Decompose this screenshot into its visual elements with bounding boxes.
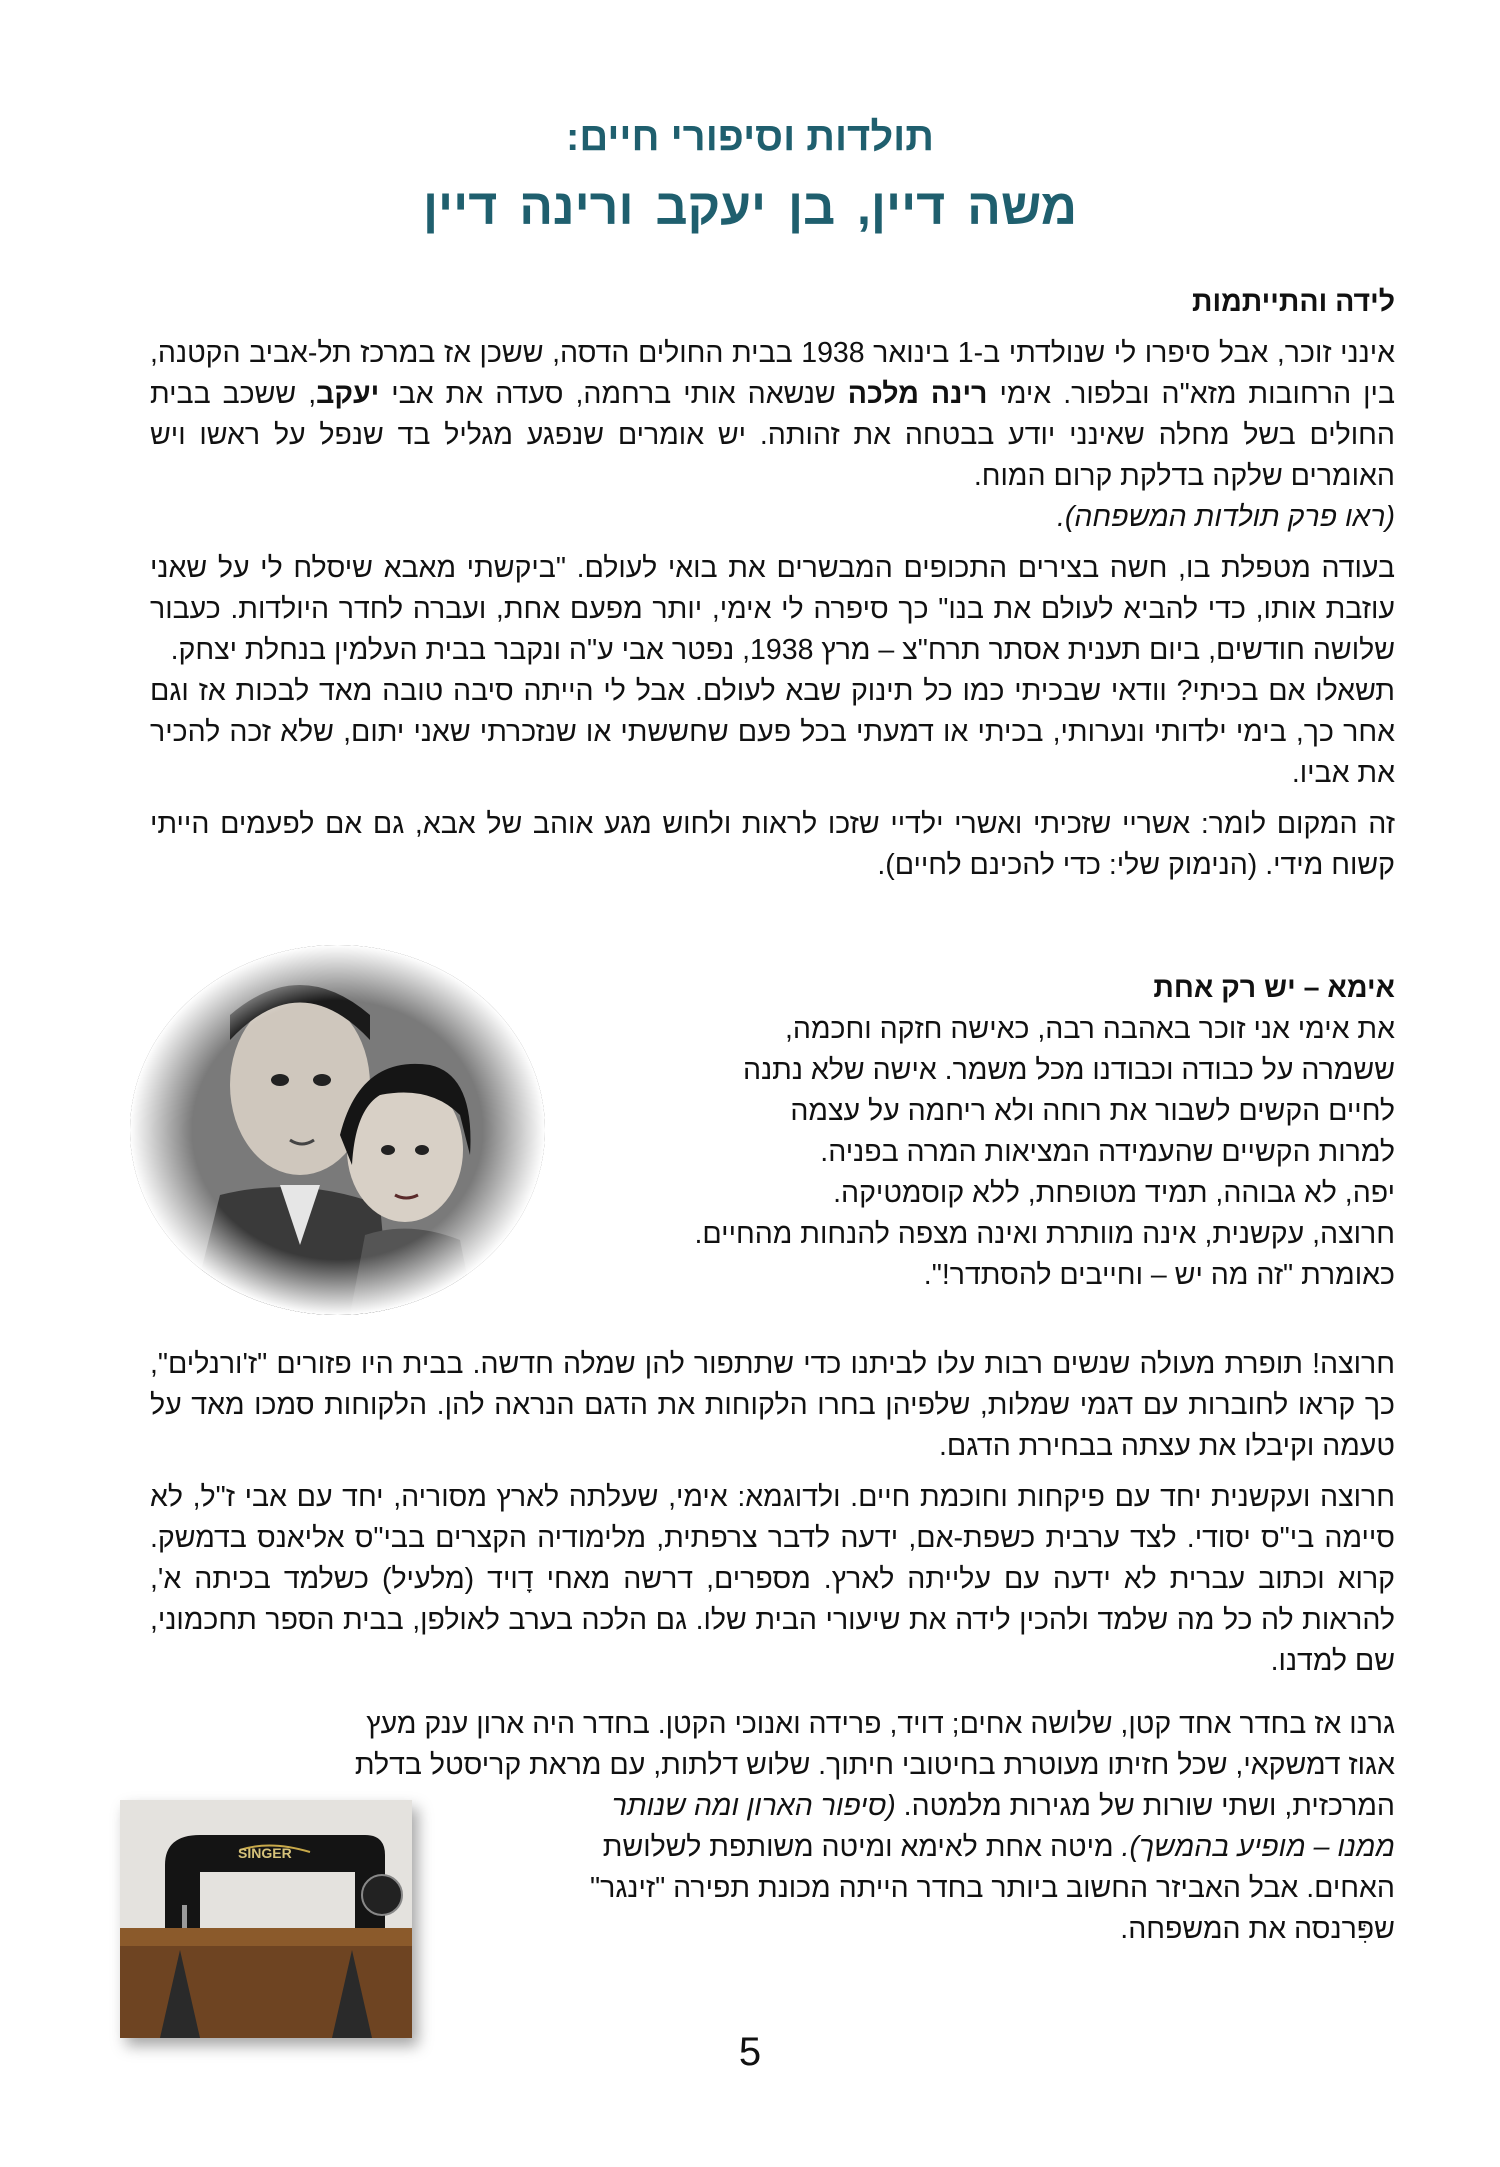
title-line-2: משה דיין, בן יעקב ורינה דיין — [422, 179, 1078, 235]
text-line: גרנו אז בחדר אחד קטן, שלושה אחים; דויד, פרידה ואנוכי הקטן. בחדר היה ארון ענק מעץ — [366, 1708, 1395, 1740]
section-birth — [150, 282, 1395, 886]
paragraph: חרוצה! תופרת מעולה שנשים רבות עלו לביתנו כדי שתתפור להן שמלה חדשה. בבית היו פזורים "ז'ורנלים", כך קראו לחוברות עם דגמי שמלות, שלפיהן בחרו הלקוחות את הדגם הנראה להן. הלקוחות סמכו מאד על טעמה וקיבלו את עצתה בבחירת הדגם. — [150, 1348, 1395, 1462]
section-heading-mother: אימא – יש רק אחת — [1153, 972, 1395, 1004]
paragraph: זה המקום לומר: אשריי שזכיתי ואשרי ילדיי שזכו לראות ולחוש מגע אוהב של אבא, גם אם לפעמים הייתי קשוח מידי. (הנימוק שלי: כדי להכינם לחיים). — [150, 808, 1395, 881]
text-span: מיטה אחת לאימא ומיטה משותפת לשלושת — [602, 1831, 1122, 1863]
sewing-brand-label: SINGER — [238, 1845, 292, 1861]
name-rina: רינה מלכה — [847, 378, 988, 410]
italic-reference: (ראו פרק תולדות המשפחה). — [1056, 501, 1395, 533]
poem-line: למרות הקשיים שהעמידה המציאות המרה בפניה. — [820, 1136, 1395, 1168]
poem-line: לחיים הקשים לשבור את רוחה ולא ריחמה על עצמה — [790, 1095, 1395, 1127]
poem-line: יפה, לא גבוהה, תמיד מטופחת, ללא קוסמטיקה. — [833, 1177, 1395, 1209]
paragraph: בעודה מטפלת בו, חשה בצירים התכופים המבשרים את בואי לעולם. "ביקשתי מאבא שיסלח לי על שאני עוזבת אותו, כדי להביא לעולם את בנו" כך סיפרה לי אימי, יותר מפעם אחת, ועברה לחדר היולדות. כעבור שלושה חודשים, ביום תענית אסתר תרח"צ – מרץ 1938, נפטר אבי ע"ה ונקבר בבית העלמין בנחלת יצחק. — [150, 552, 1395, 666]
name-yaakov: יעקב — [316, 378, 380, 410]
singer-sewing-machine-photo — [120, 1800, 412, 2038]
section-seamstress — [150, 1344, 1395, 1682]
section-mother — [150, 968, 1395, 1296]
text-line: שפִּרנסה את המשפחה. — [1120, 1913, 1395, 1945]
paragraph — [150, 333, 1395, 538]
section-heading-birth: לידה והתייתמות — [1192, 286, 1395, 318]
italic-span: (סיפור הארון ומה שנותר — [611, 1790, 896, 1822]
text-line: האחים. אבל האביזר החשוב ביותר בחדר הייתה מכונת תפירה "זינגר" — [590, 1872, 1395, 1904]
page-number: 5 — [738, 2030, 762, 2074]
poem-line: את אימי אני זוכר באהבה רבה, כאישה חזקה וחכמה, — [784, 1013, 1395, 1045]
text-span: אינני זוכר, אבל סיפרו לי שנולדתי ב-1 בינואר 1938 בבית החולים הדסה, ששכן אז במרכז תל-אביב הקטנה, בין הרחובות מזא"ה ובלפור. אימי — [150, 337, 1396, 410]
text-line: אגוז דמשקאי, שכל חזיתו מעוטרת בחיטובי חיתוך. שלוש דלתות, עם מראת קריסטל בדלת — [354, 1749, 1395, 1781]
text-span: המרכזית, ושתי שורות של מגירות מלמטה. — [895, 1790, 1395, 1822]
poem-line: כאומרת "זה מה יש – וחייבים להסתדר!". — [923, 1259, 1395, 1291]
paragraph: חרוצה ועקשנית יחד עם פיקחות וחוכמת חיים. ולדוגמא: אימי, שעלתה לארץ מסוריה, יחד עם אבי ז"ל, לא סיימה בי"ס יסודי. לצד ערבית כשפת-אם, ידעה לדבר צרפתית, מלימודיה הקצרים בבי"ס אליאנס בדמשק. קרוא וכתוב עברית לא ידעה עם עלייתה לארץ. מספרים, דרשה מאחי דָויד (מלעיל) כשלמד בכיתה א', להראות לה כל מה שלמד ולהכין לידה את שיעורי הבית שלו. גם הלכה בערב לאולפן, בבית הספר תחכמוני, שם למדנו. — [150, 1481, 1395, 1677]
text-span: שנשאה אותי ברחמה, סעדה את אבי — [379, 378, 848, 410]
paragraph: תשאלו אם בכיתי? וודאי שבכיתי כמו כל תינוק שבא לעולם. אבל לי הייתה סיבה טובה מאד לבכות אז וגם אחר כך, בימי ילדותי ונערותי, בכיתי או דמעתי בכל פעם שחששתי או שנזכרתי שאני יתום, שלא זכה להכיר את אביו. — [150, 675, 1395, 789]
poem-line: ששמרה על כבודה וכבודנו מכל משמר. אישה שלא נתנה — [743, 1054, 1395, 1086]
title-line-1: תולדות וסיפורי חיים: — [566, 115, 934, 159]
poem-line: חרוצה, עקשנית, אינה מוותרת ואינה מצפה להנחות מהחיים. — [694, 1218, 1395, 1250]
sewing-machine-icon — [120, 1800, 412, 2038]
text-span: , ששכב בבית החולים בשל מחלה שאינני יודע בבטחה את זהותה. יש אומרים שנפגע מגליל בד שנפל על ראשו ויש האומרים שלקה בדלקת קרום המוח. — [150, 378, 1395, 492]
italic-span: ממנו – מופיע בהמשך). — [1121, 1831, 1395, 1863]
